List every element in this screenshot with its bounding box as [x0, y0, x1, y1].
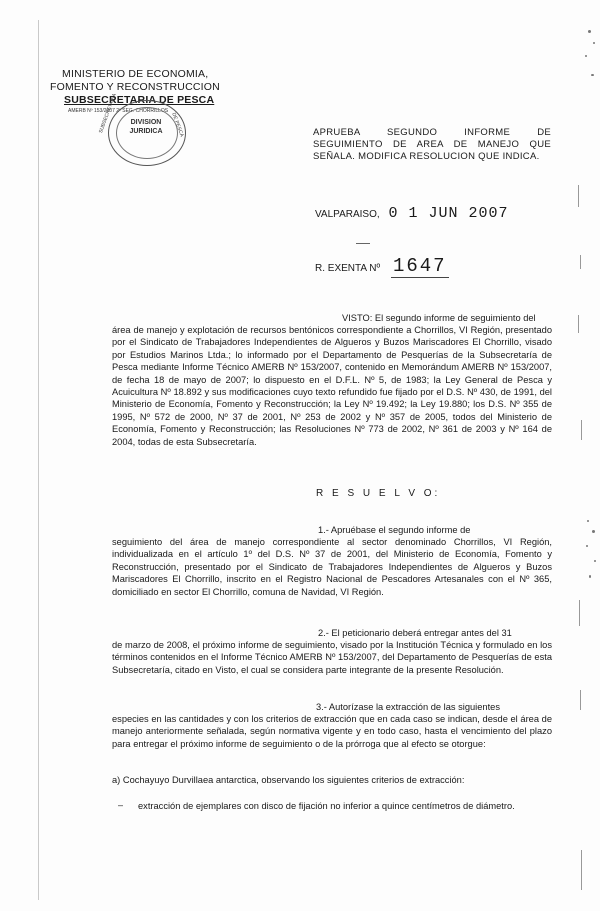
- scan-speck: [591, 74, 594, 76]
- scan-speck: [592, 530, 595, 533]
- item2-body: de marzo de 2008, el próximo informe de seguimiento, visado por la Institución Técnica y formulado en los términos contenidos en el Informe Técnico AMERB Nº 153/2007, del Departamento de Pesquerías de esta Subsecretaría, citado en Visto, el cual se considera parte integrante de la presente Resolución.: [112, 640, 552, 675]
- scan-speck: [588, 30, 591, 33]
- stamp-ring-right: DE PESCA: [170, 112, 185, 138]
- scan-speck: [585, 55, 587, 57]
- scan-speck: [594, 560, 596, 562]
- place: VALPARAISO,: [315, 209, 380, 220]
- item3-lead: 3.- Autorízase la extracción de las siguientes: [316, 702, 500, 712]
- item1-lead: 1.- Apruébase el segundo informe de: [318, 525, 471, 535]
- resolution-number: 1647: [392, 255, 447, 277]
- visto-body: área de manejo y explotación de recursos bentónicos correspondiente a Chorrillos, VI Región, presentado por el Sindicato de Trabajadores Independientes de Algueros y Buzos Mariscadores El Chorrillo, visado por Estudios Marinos Ltda.; lo informado por el Departamento de Pesquerías de la Subsecretaría de Pesca mediante Informe Técnico AMERB Nº 153/2007, contenido en Memorándum AMERB Nº 153/2007, de fecha 18 de mayo de 2007; lo dispuesto en el D.F.L. Nº 5, de 1983; la Ley General de Pesca y Acuicultura Nº 18.892 y sus modificaciones cuyo texto refundido fue fijado por el D.S. Nº 430, de 1991, del Ministerio de Economía, Fomento y Reconstrucción; la Ley Nº 19.492; la Ley 19.880; los D.S. Nº 355 de 1995, Nº 572 de 2000, Nº 37 de 2001, Nº 253 de 2002 y Nº 357 de 2005, todos del Ministerio de Economía, Fomento y Reconstrucción; las Resoluciones Nº 773 de 2002, Nº 361 de 2003 y Nº 164 de 2004, todas de esta Subsecretaría.: [112, 325, 552, 447]
- ministry-line-1: MINISTERIO DE ECONOMIA,: [62, 68, 209, 80]
- item-a: a) Cochayuyo Durvillaea antarctica, observando los siguientes criterios de extracción:: [112, 775, 465, 785]
- resolution-number-line: [315, 255, 449, 277]
- stamp-text: DIVISION JURIDICA: [129, 119, 163, 135]
- resolution-title: APRUEBA SEGUNDO INFORME DE SEGUIMIENTO DE AREA DE MANEJO QUE SEÑALA. MODIFICA RESOLUCION QUE INDICA.: [313, 127, 551, 162]
- date-stamp: 0 1 JUN 2007: [388, 205, 509, 222]
- scan-speck: [586, 545, 588, 547]
- scan-edge: [38, 20, 39, 900]
- visto-lead: VISTO: El segundo informe de seguimiento del: [342, 313, 536, 323]
- scan-speck: [593, 42, 595, 44]
- margin-mark: [581, 850, 582, 890]
- margin-mark: [579, 600, 580, 626]
- stamp-ring-left: SUBSECRETARIA: [98, 92, 118, 135]
- place-date: [315, 205, 508, 222]
- item3-body: especies en las cantidades y con los criterios de extracción que en cada caso se indican, desde el área de manejo anteriormente señalada, según normativa vigente y en todo caso, hasta el vencimiento del plazo para entregar el próximo informe de seguimiento o de la prórroga que al efecto se otorgue:: [112, 714, 552, 749]
- margin-mark: [580, 690, 581, 710]
- resolution-label: R. EXENTA Nº: [315, 263, 381, 274]
- item1-body: seguimiento del área de manejo correspondiente al sector denominado Chorrillos, VI Región, individualizada en el artículo 1º del D.S. Nº 37 de 2001, del Ministerio de Economía, Fomento y Reconstrucción, presentado por el Sindicato de Trabajadores Independientes de Algueros y Buzos Mariscadores El Chorrillo, inscrito en el Registro Nacional de Pescadores Artesanales con el Nº 365, domiciliado en sector El Chorrillo, comuna de Navidad, VI Región.: [112, 537, 552, 597]
- bullet-text: extracción de ejemplares con disco de fijación no inferior a quince centímetros de diámetro.: [138, 801, 515, 811]
- resuelvo-heading: R E S U E L V O:: [316, 488, 441, 499]
- item2-lead: 2.- El peticionario deberá entregar antes del 31: [318, 628, 512, 638]
- bullet-dash: –: [118, 800, 124, 810]
- margin-mark: [578, 185, 579, 207]
- ministry-line-2: FOMENTO Y RECONSTRUCCION: [50, 81, 220, 93]
- subsecretaria-title: SUBSECRETARIA DE PESCA: [64, 94, 215, 106]
- amerb-reference: AMERB Nº 153/2007 2ª SEG. CHORRILLOS: [68, 108, 169, 114]
- margin-mark: [578, 315, 579, 333]
- scan-speck: [587, 520, 589, 522]
- margin-mark: [581, 420, 582, 440]
- margin-mark: [580, 255, 581, 269]
- mark-dash: [356, 243, 370, 244]
- scan-speck: [589, 575, 591, 578]
